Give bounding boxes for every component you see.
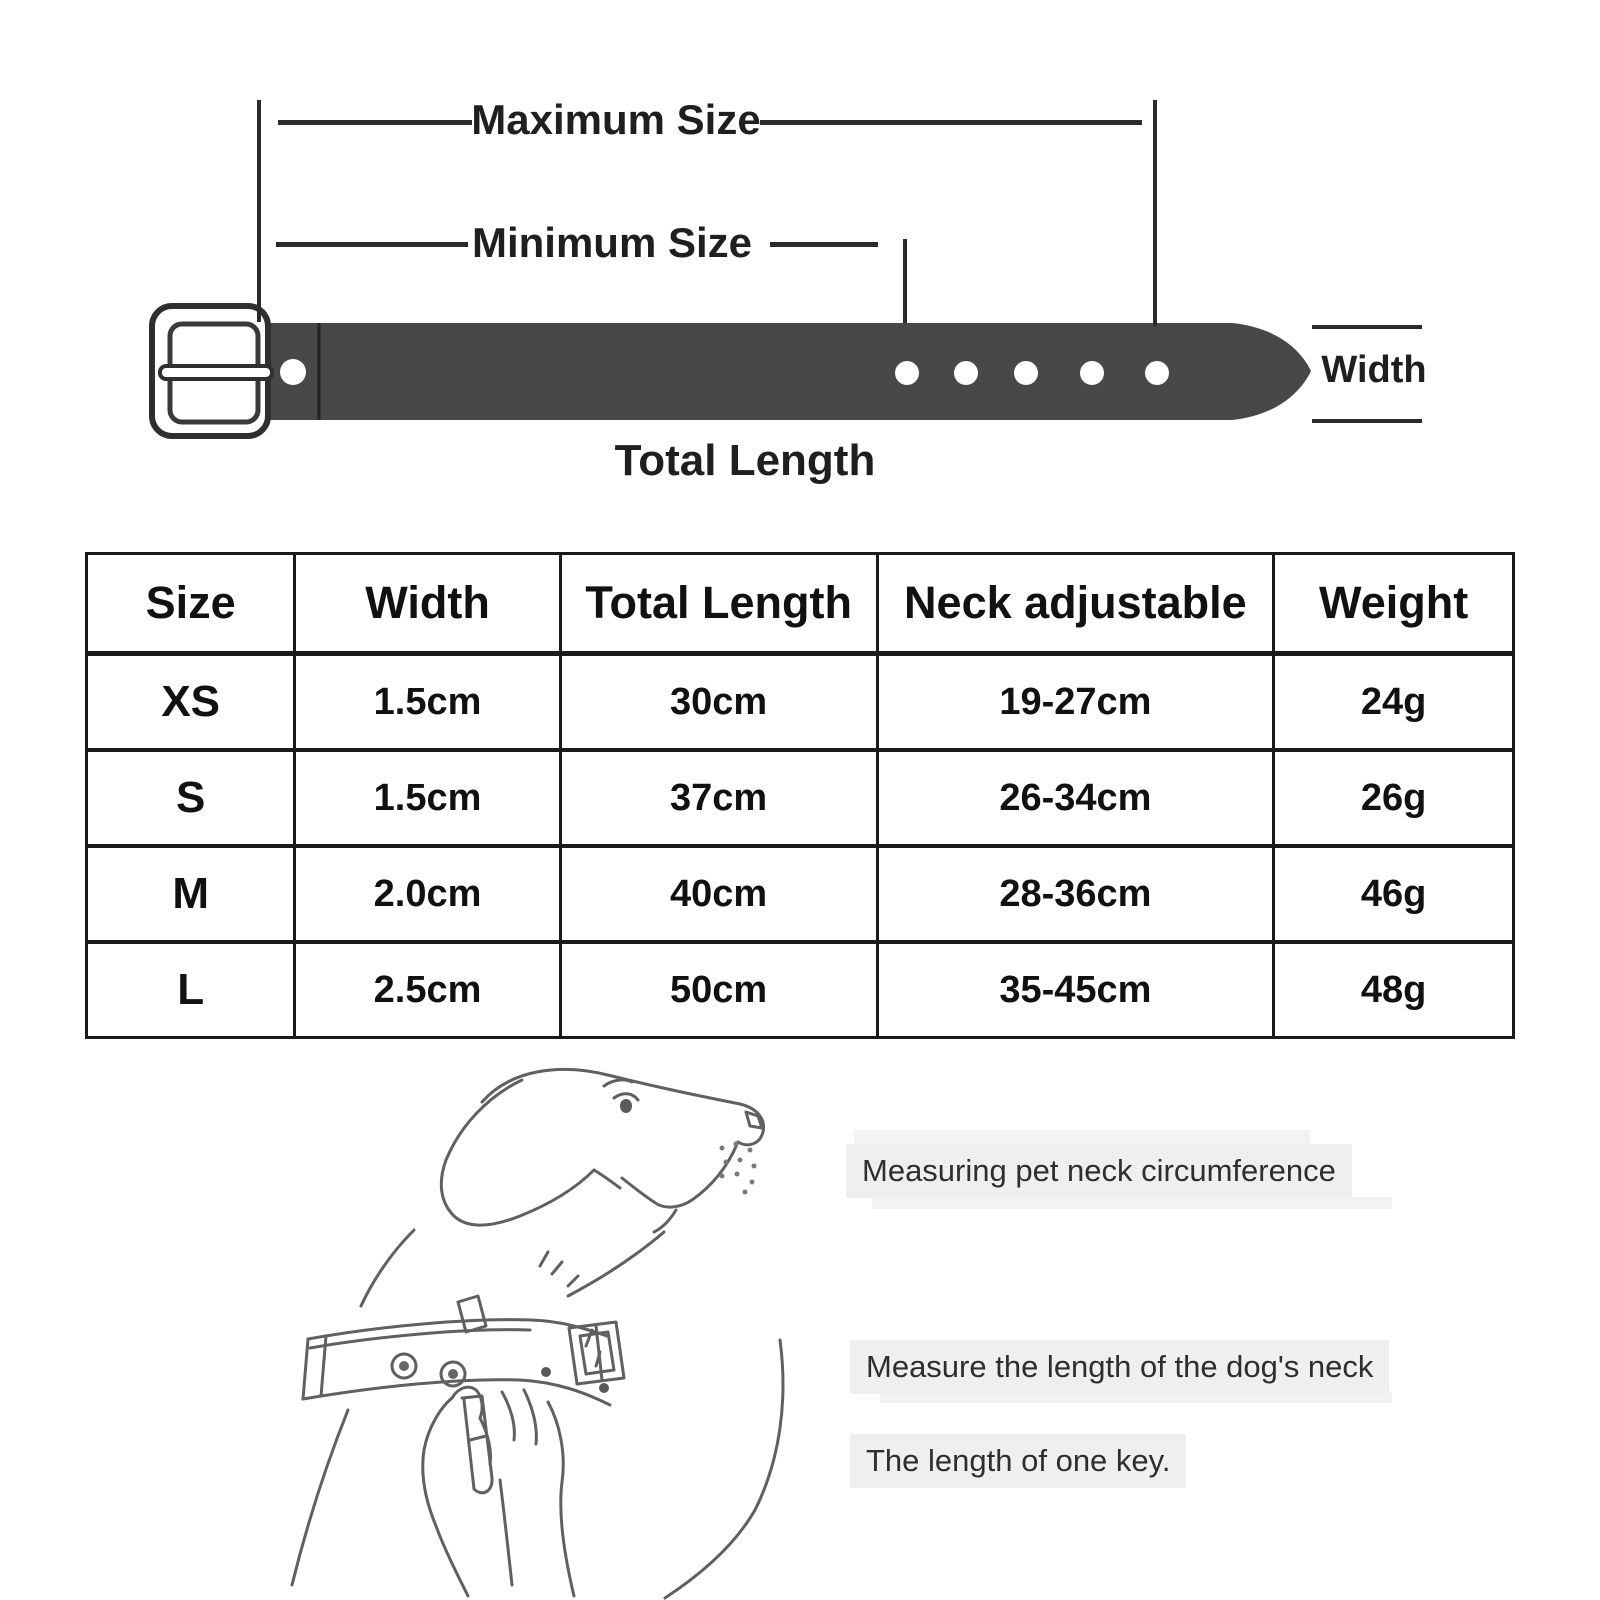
hand-thumb	[452, 1387, 482, 1418]
collar-belt-graphic	[140, 290, 1330, 460]
dog-illustration	[220, 1040, 820, 1600]
width-tick-bottom	[1312, 419, 1422, 423]
collar-strap-tip-line	[470, 1436, 486, 1440]
dog-ear-inner	[594, 1170, 620, 1188]
table-row-m	[87, 846, 1514, 942]
col-header-size: Size	[87, 554, 295, 654]
col-header-neck-adjustable: Neck adjustable	[877, 554, 1274, 654]
size-table-header-row	[87, 554, 1514, 654]
size-table-section	[85, 552, 1515, 1039]
note-measuring-circumference: Measuring pet neck circumference	[846, 1144, 1352, 1198]
belt-hole-2	[954, 361, 978, 385]
cell-s-neck: 26-34cm	[877, 750, 1274, 846]
dog-neck-back-lower	[292, 1410, 348, 1585]
max-size-left-extent-line	[257, 100, 261, 322]
hand-finger-3	[524, 1390, 536, 1444]
maximum-size-label: Maximum Size	[471, 96, 761, 143]
minimum-size-label: Minimum Size	[471, 219, 753, 266]
buckle-prong	[160, 366, 272, 379]
cell-s-length: 37cm	[560, 750, 877, 846]
total-length-label: Total Length	[614, 436, 876, 485]
cell-m-weight: 46g	[1274, 846, 1514, 942]
cell-m-length: 40cm	[560, 846, 877, 942]
dog-chest-right	[665, 1340, 783, 1598]
cell-l-weight: 48g	[1274, 942, 1514, 1038]
cell-l-size: L	[87, 942, 295, 1038]
belt-hole-5	[1145, 361, 1169, 385]
col-header-width: Width	[295, 554, 560, 654]
hand-wrist-line	[500, 1480, 512, 1585]
min-size-dash-right	[770, 242, 878, 247]
width-tick-top	[1312, 325, 1422, 329]
max-size-dash-left	[278, 120, 472, 125]
dog-jowl	[622, 1178, 654, 1202]
collar-strap-hole-1	[541, 1367, 551, 1377]
cell-l-width: 2.5cm	[295, 942, 560, 1038]
table-row-s	[87, 750, 1514, 846]
dog-eye-pupil	[620, 1099, 632, 1113]
cell-m-neck: 28-36cm	[877, 846, 1274, 942]
col-header-total-length: Total Length	[560, 554, 877, 654]
collar-hanging-strap	[462, 1396, 492, 1493]
cell-xs-width: 1.5cm	[295, 654, 560, 751]
cell-xs-weight: 24g	[1274, 654, 1514, 751]
highlight-strip	[872, 1197, 1392, 1209]
hand-finger-2	[502, 1392, 514, 1440]
hand-left-edge	[423, 1398, 468, 1596]
belt-hole-4	[1080, 361, 1104, 385]
note-measure-neck-length: Measure the length of the dog's neck	[850, 1340, 1389, 1394]
cell-xs-size: XS	[87, 654, 295, 751]
cell-s-weight: 26g	[1274, 750, 1514, 846]
cell-s-size: S	[87, 750, 295, 846]
col-header-weight: Weight	[1274, 554, 1514, 654]
table-row-l	[87, 942, 1514, 1038]
collar-top-edge	[308, 1320, 607, 1339]
cell-xs-length: 30cm	[560, 654, 877, 751]
min-size-extent-line	[903, 239, 907, 323]
dog-chin-crease	[654, 1210, 676, 1232]
cell-m-size: M	[87, 846, 295, 942]
cell-s-width: 1.5cm	[295, 750, 560, 846]
max-size-right-extent-line	[1153, 100, 1157, 326]
dog-head-top	[482, 1069, 740, 1104]
dog-neck-back-upper	[361, 1230, 414, 1306]
min-size-dash-left	[276, 242, 468, 247]
cell-l-neck: 35-45cm	[877, 942, 1274, 1038]
dog-muzzle	[654, 1142, 738, 1207]
cell-m-width: 2.0cm	[295, 846, 560, 942]
cell-xs-neck: 19-27cm	[877, 654, 1274, 751]
collar-strap-hole-2	[599, 1383, 609, 1393]
width-label: Width	[1321, 349, 1427, 391]
dog-brow	[604, 1080, 632, 1086]
belt-hole-1	[895, 361, 919, 385]
belt-hole-3	[1014, 361, 1038, 385]
table-row-xs	[87, 654, 1514, 751]
collar-keeper	[458, 1296, 486, 1332]
max-size-dash-right	[760, 120, 1142, 125]
size-table	[85, 552, 1515, 1039]
dog-ear	[441, 1080, 594, 1225]
cell-l-length: 50cm	[560, 942, 877, 1038]
note-key-length: The length of one key.	[850, 1434, 1186, 1488]
dog-fur-ticks	[540, 1252, 600, 1366]
hand-right-edge	[548, 1402, 574, 1596]
belt-hole-buckle-side	[280, 359, 306, 385]
dog-throat	[568, 1232, 664, 1296]
